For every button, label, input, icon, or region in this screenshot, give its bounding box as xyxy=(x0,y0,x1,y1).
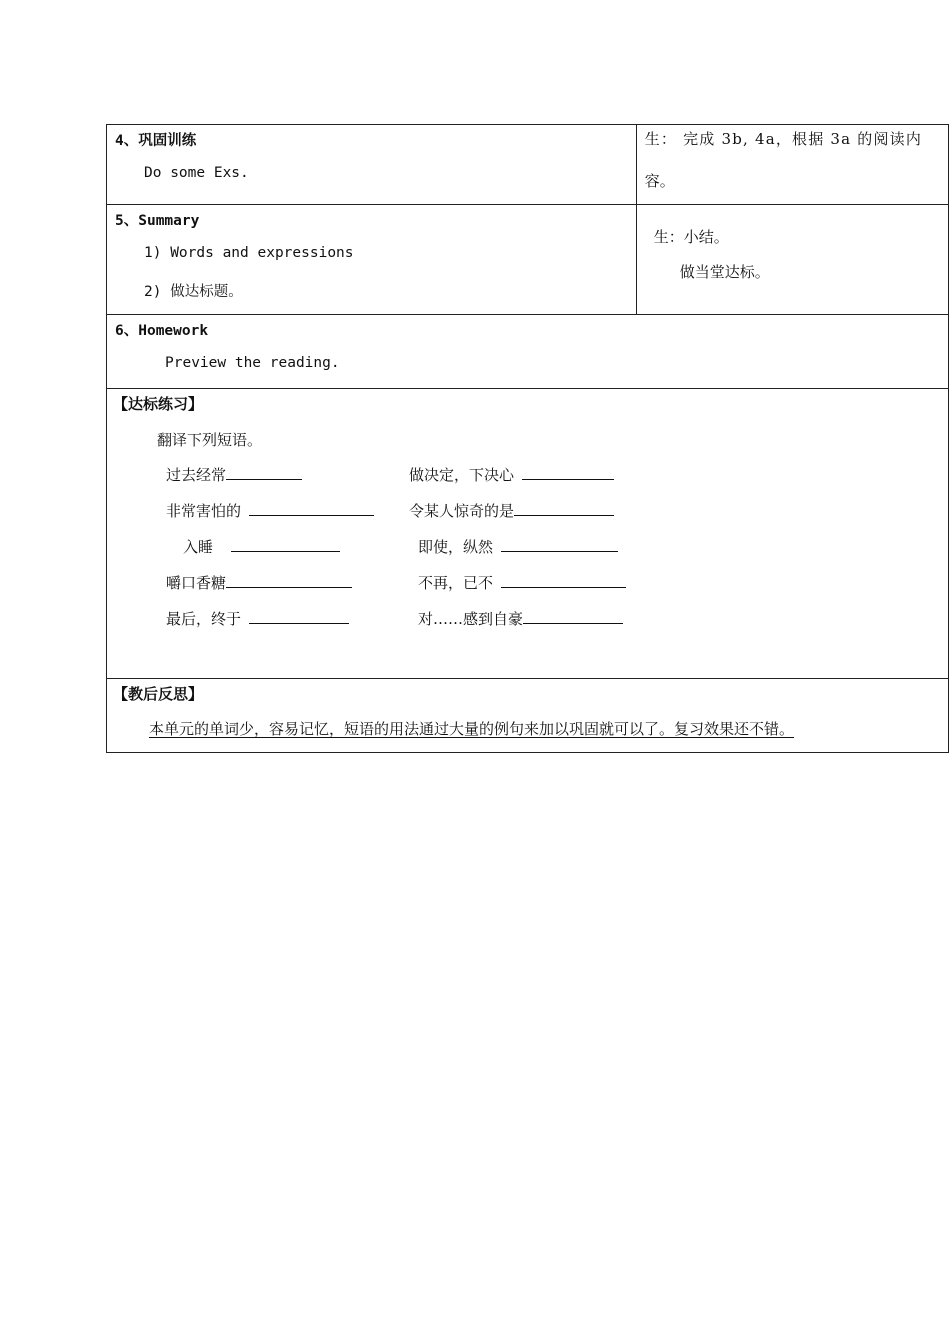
summary-student-line2: 做当堂达标。 xyxy=(679,263,770,281)
exercise-item-6: 即使，纵然 xyxy=(418,535,618,559)
exercise-heading: 【达标练习】 xyxy=(113,395,204,413)
answer-blank[interactable] xyxy=(231,535,340,552)
summary-item-2: 2) 做达标题。 xyxy=(144,284,243,300)
exercise-item-2: 做决定，下决心 xyxy=(409,463,614,487)
summary-cell xyxy=(107,205,637,315)
reflection-text: 本单元的单词少，容易记忆，短语的用法通过大量的例句来加以巩固就可以了。复习效果还不错。 xyxy=(149,720,795,738)
exercise-item-4: 令某人惊奇的是 xyxy=(409,499,614,523)
row-consolidation xyxy=(107,125,949,205)
homework-cell xyxy=(107,315,949,389)
summary-student-cell xyxy=(636,205,948,315)
lesson-plan-table xyxy=(106,124,949,753)
answer-blank[interactable] xyxy=(501,535,618,552)
row-reflection xyxy=(107,679,949,753)
exercise-item-1: 过去经常 xyxy=(166,463,302,487)
answer-blank[interactable] xyxy=(514,499,614,516)
exercise-item-9: 最后，终于 xyxy=(166,607,349,631)
consolidation-student-line2: 容。 xyxy=(644,172,675,190)
row-summary xyxy=(107,205,949,315)
homework-content: Preview the reading. xyxy=(165,355,340,371)
summary-student-line1: 生：小结。 xyxy=(653,228,729,246)
row-exercise xyxy=(107,389,949,679)
reflection-cell xyxy=(107,679,949,753)
consolidation-student-cell xyxy=(636,125,948,205)
answer-blank[interactable] xyxy=(226,571,352,588)
exercise-cell xyxy=(107,389,949,679)
summary-item-1: 1) Words and expressions xyxy=(144,245,354,261)
summary-heading: 5、Summary xyxy=(115,213,200,229)
exercise-item-5: 入睡 xyxy=(183,535,340,559)
consolidation-student-line1: 生： 完成 3b, 4a，根据 3a 的阅读内 xyxy=(644,130,923,148)
answer-blank[interactable] xyxy=(523,607,623,624)
answer-blank[interactable] xyxy=(501,571,626,588)
answer-blank[interactable] xyxy=(249,607,349,624)
reflection-heading: 【教后反思】 xyxy=(113,685,204,703)
consolidation-content: Do some Exs. xyxy=(144,165,249,181)
row-homework xyxy=(107,315,949,389)
answer-blank[interactable] xyxy=(522,463,614,480)
consolidation-heading: 4、巩固训练 xyxy=(115,133,197,149)
answer-blank[interactable] xyxy=(226,463,302,480)
exercise-item-3: 非常害怕的 xyxy=(166,499,374,523)
answer-blank[interactable] xyxy=(249,499,374,516)
exercise-item-7: 嚼口香糖 xyxy=(166,571,352,595)
homework-heading: 6、Homework xyxy=(115,323,209,339)
exercise-item-8: 不再，已不 xyxy=(418,571,626,595)
exercise-item-10: 对……感到自豪 xyxy=(418,607,623,631)
consolidation-cell xyxy=(107,125,637,205)
exercise-instruction: 翻译下列短语。 xyxy=(157,431,263,449)
